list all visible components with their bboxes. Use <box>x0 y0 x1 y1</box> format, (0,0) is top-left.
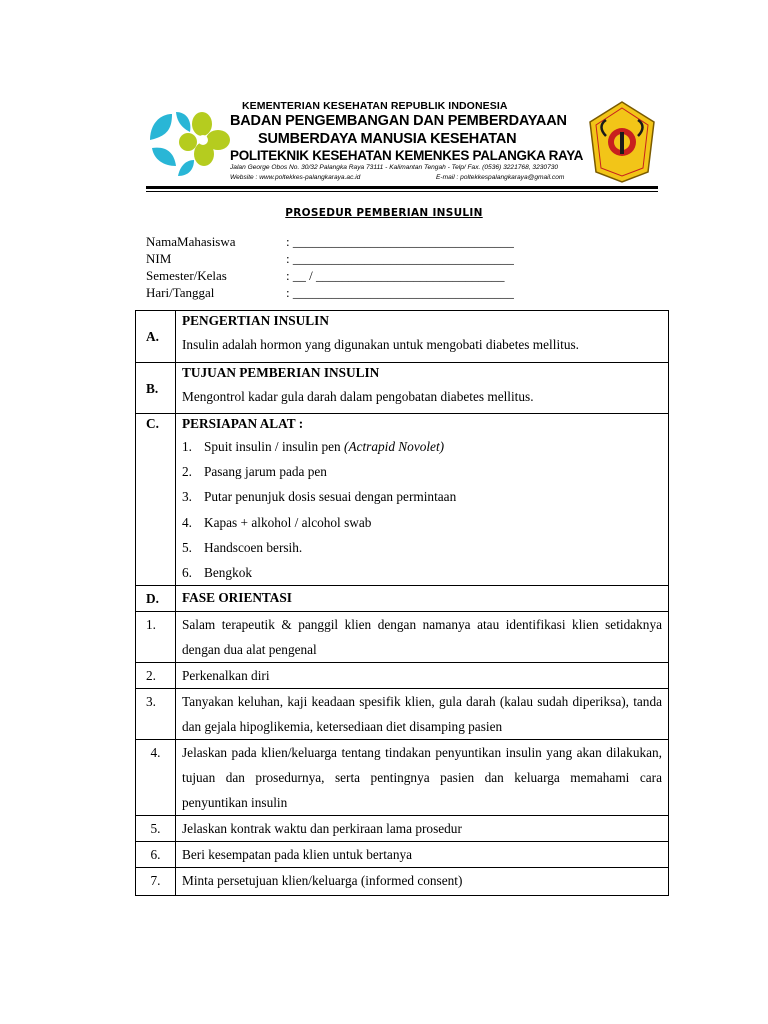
step-number: 1. <box>136 612 176 663</box>
section-text: Mengontrol kadar gula darah dalam pengobatan diabetes mellitus. <box>182 389 534 404</box>
section-heading: FASE ORIENTASI <box>182 590 292 606</box>
identity-label: Semester/Kelas <box>146 268 227 283</box>
step-text: Beri kesempatan pada klien untuk bertanya <box>176 842 669 868</box>
list-item: 5. Handscoen bersih. <box>182 539 303 555</box>
document-title: PROSEDUR PEMBERIAN INSULIN <box>285 207 483 219</box>
step-text: Jelaskan kontrak waktu dan perkiraan lama prosedur <box>176 816 669 842</box>
section-cell <box>176 311 669 363</box>
agency-name-line1: BADAN PENGEMBANGAN DAN PEMBERDAYAAN <box>230 113 567 129</box>
step-number: 2. <box>136 663 176 689</box>
ministry-logo-icon <box>146 104 232 184</box>
step-number: 5. <box>136 816 176 842</box>
letterhead <box>146 98 658 190</box>
step-number: 6. <box>136 842 176 868</box>
step-text: Salam terapeutik & panggil klien dengan namanya atau identifikasi klien setidaknya dengan dua alat pengenal <box>176 612 669 663</box>
step-text: Perkenalkan diri <box>176 663 669 689</box>
section-row-c <box>136 414 669 586</box>
table-row <box>136 663 669 689</box>
list-item: 1. Spuit insulin / insulin pen (Actrapid Novolet) <box>182 439 445 454</box>
identity-label: NIM <box>146 251 172 266</box>
agency-name-line2: SUMBERDAYA MANUSIA KESEHATAN <box>258 131 517 147</box>
list-item: 3. Putar penunjuk dosis sesuai dengan permintaan <box>182 489 457 505</box>
identity-blank: : __ / _____________________________ <box>286 268 505 283</box>
section-number: A. <box>136 311 176 363</box>
section-row-d <box>136 586 669 612</box>
step-number: 4. <box>136 740 176 816</box>
identity-blank: : __________________________________ <box>286 251 514 266</box>
section-heading: PERSIAPAN ALAT : <box>182 416 304 431</box>
identity-label: Hari/Tanggal <box>146 285 215 300</box>
section-heading: PENGERTIAN INSULIN <box>182 313 329 328</box>
identity-blank: : __________________________________ <box>286 285 514 300</box>
institution-address: Jalan George Obos No. 30/32 Palangka Raya 73111 - Kalimantan Tengah - Telp/ Fax. (0536) 3221768, 3230730 <box>230 164 559 171</box>
table-row <box>136 842 669 868</box>
step-text: Minta persetujuan klien/keluarga (informed consent) <box>176 868 669 896</box>
table-row <box>136 689 669 740</box>
section-number: B. <box>136 363 176 414</box>
institution-email: E-mail : poltekkespalangkaraya@gmail.com <box>436 174 565 181</box>
identity-label: NamaMahasiswa <box>146 234 236 249</box>
institution-name: POLITEKNIK KESEHATAN KEMENKES PALANGKA RAYA <box>230 148 584 163</box>
section-text: Insulin adalah hormon yang digunakan untuk mengobati diabetes mellitus. <box>182 337 579 352</box>
procedure-table <box>135 310 669 896</box>
table-row <box>136 612 669 663</box>
step-number: 7. <box>136 868 176 896</box>
identity-blank: : __________________________________ <box>286 234 514 249</box>
section-cell <box>176 414 669 586</box>
section-cell <box>176 586 669 612</box>
section-number: D. <box>136 586 176 612</box>
section-row-a <box>136 311 669 363</box>
section-number: C. <box>136 414 176 586</box>
institution-website: Website : www.poltekkes-palangkaraya.ac.id <box>230 174 361 181</box>
list-item: 2. Pasang jarum pada pen <box>182 464 327 480</box>
list-item: 6. Bengkok <box>182 565 253 581</box>
table-row <box>136 816 669 842</box>
poltekkes-seal-icon <box>586 100 658 184</box>
letterhead-rule <box>146 186 658 189</box>
ministry-name: KEMENTERIAN KESEHATAN REPUBLIK INDONESIA <box>242 100 508 112</box>
tools-list <box>182 434 662 585</box>
letterhead-rule-thin <box>146 191 658 192</box>
step-number: 3. <box>136 689 176 740</box>
table-row <box>136 868 669 896</box>
section-cell <box>176 363 669 414</box>
table-row <box>136 740 669 816</box>
step-text: Jelaskan pada klien/keluarga tentang tindakan penyuntikan insulin yang akan dilakukan, tujuan dan prosedurnya, serta pentingnya pasien dan keluarga memahami cara penyuntikan insulin <box>176 740 669 816</box>
step-text: Tanyakan keluhan, kaji keadaan spesifik klien, gula darah (kalau sudah diperiksa), tanda dan gejala hipoglikemia, ketersediaan diet disamping pasien <box>176 689 669 740</box>
section-row-b <box>136 363 669 414</box>
list-item: 4. Kapas + alkohol / alcohol swab <box>182 514 372 530</box>
section-heading: TUJUAN PEMBERIAN INSULIN <box>182 365 380 380</box>
